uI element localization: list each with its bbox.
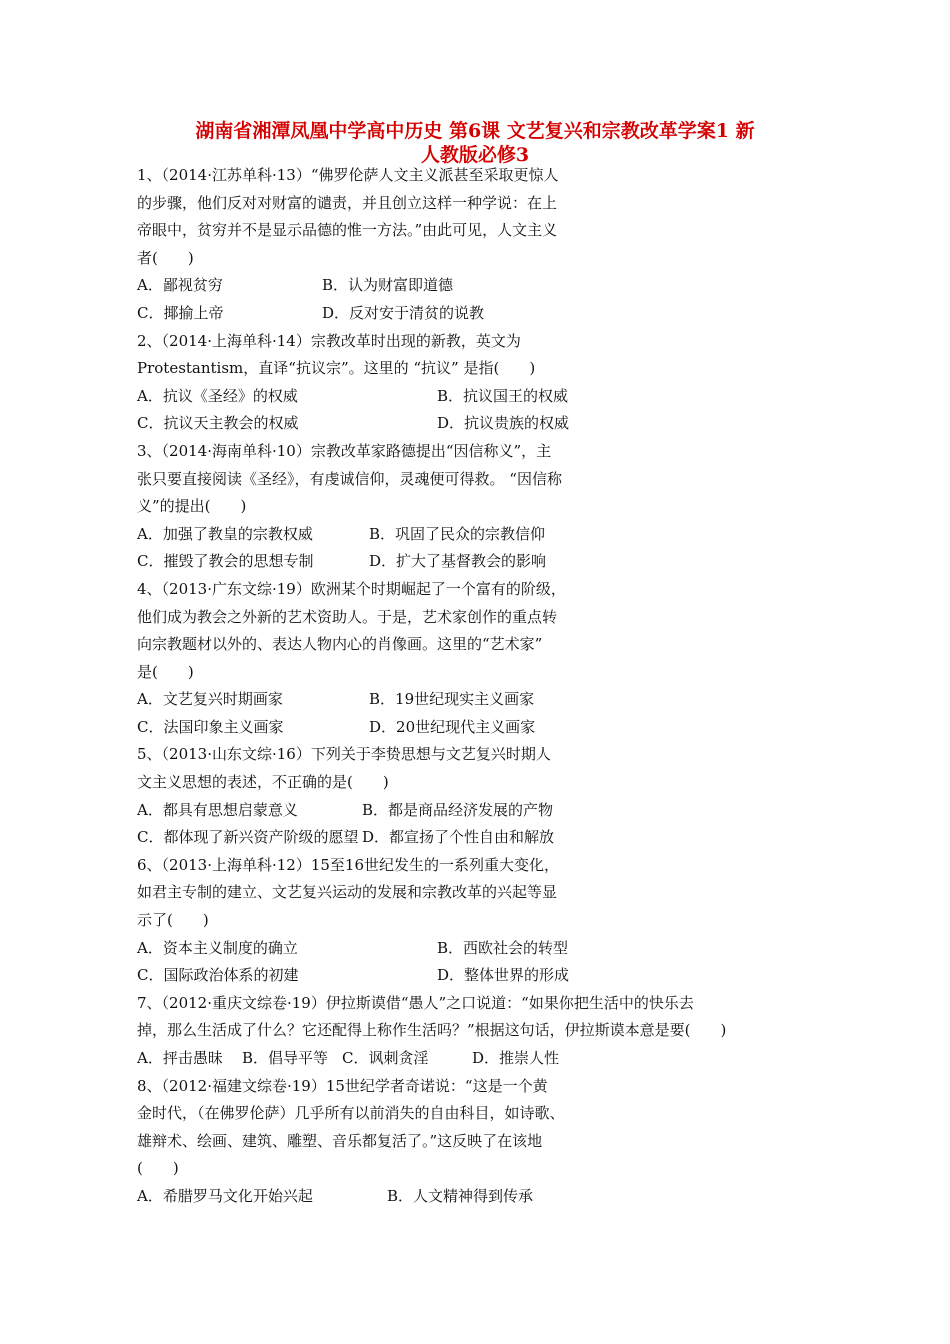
question-stem-line: 8、（2012·福建文综卷·19）15世纪学者奇诺说：“这是一个黄 bbox=[137, 1076, 548, 1095]
answer-option: B．19世纪现实主义画家 bbox=[369, 690, 535, 709]
question-stem-line: 者( ) bbox=[137, 248, 194, 267]
question-stem-line: 金时代，（在佛罗伦萨）几乎所有以前消失的自由科目，如诗歌、 bbox=[137, 1104, 565, 1123]
answer-option: C．抗议天主教会的权威 bbox=[137, 414, 299, 433]
question-8 bbox=[137, 1073, 837, 1211]
answer-option: A．加强了教皇的宗教权威 bbox=[137, 524, 313, 543]
question-stem-line: 5、（2013·山东文综·16）下列关于李贽思想与文艺复兴时期人 bbox=[137, 745, 551, 764]
option-row bbox=[137, 714, 837, 742]
question-stem-line: ( ) bbox=[137, 1159, 179, 1178]
answer-option: A．抨击愚昧 bbox=[137, 1049, 223, 1067]
question-4 bbox=[137, 576, 837, 742]
question-stem-line: Protestantism，直译“抗议宗”。这里的 “抗议” 是指( ) bbox=[137, 359, 536, 378]
answer-option: D．扩大了基督教会的影响 bbox=[369, 552, 547, 571]
answer-option: D．整体世界的形成 bbox=[437, 966, 570, 985]
question-stem-line: 向宗教题材以外的、表达人物内心的肖像画。这里的“艺术家” bbox=[137, 635, 543, 654]
question-stem-line: 3、（2014·海南单科·10）宗教改革家路德提出“因信称义”，主 bbox=[137, 441, 552, 460]
answer-option: B．倡导平等 bbox=[242, 1049, 329, 1067]
answer-option: D．反对安于清贫的说教 bbox=[322, 303, 485, 322]
answer-option: D．推崇人性 bbox=[472, 1049, 560, 1067]
answer-option: D．20世纪现代主义画家 bbox=[369, 717, 536, 736]
option-row bbox=[137, 686, 837, 714]
answer-option: B．人文精神得到传承 bbox=[387, 1186, 534, 1205]
question-stem-line: 文主义思想的表述，不正确的是( ) bbox=[137, 773, 389, 792]
answer-option: B．抗议国王的权威 bbox=[437, 386, 569, 405]
answer-option: B．都是商品经济发展的产物 bbox=[362, 800, 554, 819]
answer-option: C．法国印象主义画家 bbox=[137, 717, 284, 736]
option-row bbox=[137, 962, 837, 990]
answer-option: C．揶揄上帝 bbox=[137, 303, 224, 322]
question-5 bbox=[137, 741, 837, 851]
question-stem-line: 雄辩术、绘画、建筑、雕塑、音乐都复活了。”这反映了在该地 bbox=[137, 1131, 543, 1150]
question-1 bbox=[137, 162, 837, 328]
option-row bbox=[137, 935, 837, 963]
question-6 bbox=[137, 852, 837, 990]
answer-option: D．抗议贵族的权威 bbox=[437, 414, 570, 433]
answer-option: D．都宣扬了个性自由和解放 bbox=[362, 828, 555, 847]
answer-option: A．文艺复兴时期画家 bbox=[137, 690, 283, 709]
answer-option: A．都具有思想启蒙意义 bbox=[137, 800, 298, 819]
question-stem-line: 张只要直接阅读《圣经》，有虔诚信仰，灵魂便可得救。 “因信称 bbox=[137, 469, 562, 488]
question-2 bbox=[137, 328, 837, 438]
answer-option: A．希腊罗马文化开始兴起 bbox=[137, 1186, 313, 1205]
answer-option: B．认为财富即道德 bbox=[322, 276, 454, 295]
question-list bbox=[137, 162, 837, 1211]
option-row bbox=[137, 300, 837, 328]
answer-option: C．都体现了新兴资产阶级的愿望 bbox=[137, 828, 359, 847]
question-3 bbox=[137, 438, 837, 576]
answer-option: B．巩固了民众的宗教信仰 bbox=[369, 524, 546, 543]
option-row bbox=[137, 272, 837, 300]
option-row bbox=[137, 383, 837, 411]
question-stem-line: 帝眼中，贫穷并不是显示品德的惟一方法。”由此可见，人文主义 bbox=[137, 221, 558, 240]
question-stem-line: 如君主专制的建立、文艺复兴运动的发展和宗教改革的兴起等显 bbox=[137, 883, 558, 902]
option-row bbox=[137, 1045, 837, 1073]
option-row bbox=[137, 1183, 837, 1211]
answer-option: C．讽刺贪淫 bbox=[342, 1049, 429, 1067]
option-row bbox=[137, 521, 837, 549]
option-row bbox=[137, 824, 837, 852]
option-row bbox=[137, 410, 837, 438]
option-row bbox=[137, 548, 837, 576]
question-stem-line: 的步骤，他们反对对财富的谴责，并且创立这样一种学说：在上 bbox=[137, 193, 558, 212]
answer-option: A．鄙视贫穷 bbox=[137, 276, 223, 295]
answer-option: A．资本主义制度的确立 bbox=[137, 938, 298, 957]
question-stem-line: 他们成为教会之外新的艺术资助人。于是，艺术家创作的重点转 bbox=[137, 607, 558, 626]
question-stem-line: 7、（2012·重庆文综卷·19）伊拉斯谟借“愚人”之口说道：“如果你把生活中的快乐去 bbox=[137, 993, 694, 1012]
question-stem-line: 6、（2013·上海单科·12）15至16世纪发生的一系列重大变化， bbox=[137, 855, 560, 874]
answer-option: C．国际政治体系的初建 bbox=[137, 966, 299, 985]
question-7 bbox=[137, 990, 837, 1073]
option-row bbox=[137, 797, 837, 825]
document-title bbox=[120, 119, 830, 167]
question-stem-line: 1、（2014·江苏单科·13）“佛罗伦萨人文主义派甚至采取更惊人 bbox=[137, 166, 559, 184]
question-stem-line: 2、（2014·上海单科·14）宗教改革时出现的新教，英文为 bbox=[137, 331, 521, 350]
question-stem-line: 是( ) bbox=[137, 662, 194, 681]
question-stem-line: 4、（2013·广东文综·19）欧洲某个时期崛起了一个富有的阶级， bbox=[137, 579, 566, 598]
question-stem-line: 示了( ) bbox=[137, 911, 209, 930]
answer-option: B．西欧社会的转型 bbox=[437, 938, 569, 957]
question-stem-line: 掉，那么生活成了什么？它还配得上称作生活吗？”根据这句话，伊拉斯谟本意是要( ) bbox=[137, 1021, 727, 1040]
answer-option: A．抗议《圣经》的权威 bbox=[137, 386, 298, 405]
question-stem-line: 义”的提出( ) bbox=[137, 497, 247, 516]
answer-option: C．摧毁了教会的思想专制 bbox=[137, 552, 314, 571]
title-line-2: 人教版必修3 bbox=[420, 144, 530, 166]
title-line-1: 湖南省湘潭凤凰中学高中历史 第6课 文艺复兴和宗教改革学案1 新 bbox=[195, 120, 755, 142]
